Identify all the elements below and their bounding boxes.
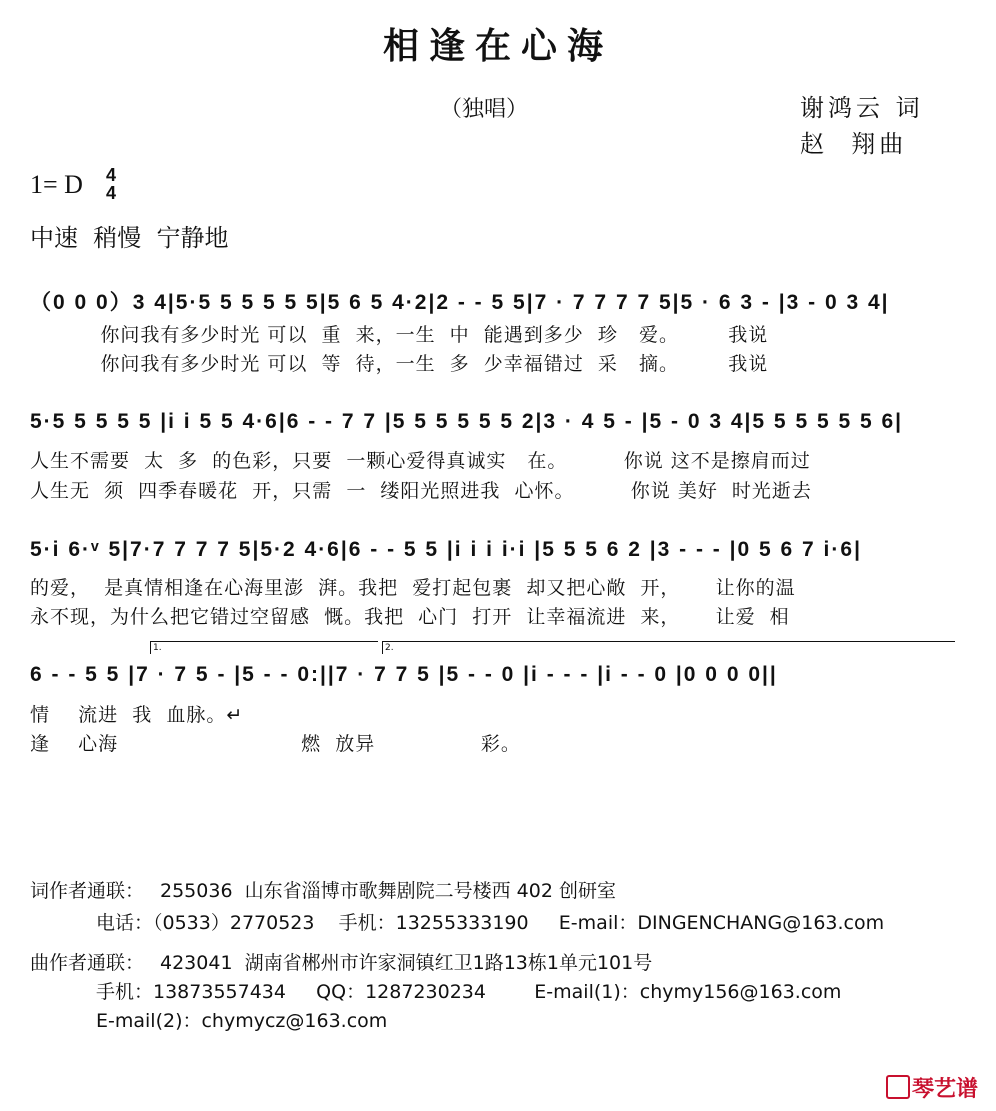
notation-line-1: （0 0 0）3 4|5·5 5 5 5 5 5|5 6 5 4·2|2 - - 5 5|7 · 7 7 7 7 5|5 · 6 3 - |3 - 0 3 4| [30, 291, 890, 314]
lyrics-line-1-verse-1: 你问我有多少时光 可以 重 来，一生 中 能遇到多少 珍 爱。 我说 [30, 324, 769, 346]
lyricist-contact-address: 255036 山东省淄博市歌舞剧院二号楼西 402 创研室 [160, 880, 616, 902]
notation-line-2: 5·5 5 5 5 5 |i i 5 5 4·6|6 - - 7 7 |5 5 5 5 5 5 2|3 · 4 5 - |5 - 0 3 4|5 5 5 5 5 5 6| [30, 410, 904, 433]
lyrics-line-3-verse-2: 永不现，为什么把它错过空留感 慨。我把 心门 打开 让幸福流进 来， 让爱 相 [30, 606, 790, 628]
lyricist-contact-phone: 电话：（0533）2770523 手机：13255333190 E-mail：DINGENCHANG@163.com [96, 912, 885, 934]
notation-line-3: 5·i 6·ᵛ 5|7·7 7 7 7 5|5·2 4·6|6 - - 5 5 |i i i i·i |5 5 5 6 2 |3 - - - |0 5 6 7 i·6| [30, 538, 862, 561]
lyrics-line-4-verse-1: 情 流进 我 血脉。↵ [30, 704, 244, 726]
key-signature: 1= D [30, 170, 83, 199]
volta-first-ending: 1. [150, 641, 378, 654]
song-title: 相逢在心海 [382, 25, 613, 67]
notation-line-4: 6 - - 5 5 |7 · 7 5 - |5 - - 0:||7 · 7 7 5 |5 - - 0 |i - - - |i - - 0 |0 0 0 0|| [30, 663, 778, 686]
composer-contact-label: 曲作者通联： [30, 952, 145, 974]
time-signature-bottom: 4 [105, 183, 116, 203]
lyrics-line-3-verse-1: 的爱， 是真情相逢在心海里澎 湃。我把 爱打起包裹 却又把心敞 开， 让你的温 [30, 577, 796, 599]
lyrics-line-4-verse-2: 逢 心海 燃 放异 彩。 [30, 733, 521, 755]
time-signature [102, 166, 120, 202]
watermark-logo [886, 1072, 978, 1103]
lyrics-line-1-verse-2: 你问我有多少时光 可以 等 待，一生 多 少幸福错过 采 摘。 我说 [30, 353, 769, 375]
lyrics-line-2-verse-1: 人生不需要 太 多 的色彩，只要 一颗心爱得真诚实 在。 你说 这不是擦肩而过 [30, 450, 811, 472]
tempo-marking: 中速 稍慢 宁静地 [30, 224, 229, 252]
composer-contact-address: 423041 湖南省郴州市许家洞镇红卫1路13栋1单元101号 [160, 952, 653, 974]
watermark-logo-icon [886, 1075, 910, 1099]
volta-second-ending: 2. [382, 641, 955, 654]
composer-contact-mobile: 手机：13873557434 QQ：1287230234 E-mail(1)：chymy156@163.com [96, 981, 842, 1003]
watermark-text: 琴艺谱 [912, 1077, 979, 1102]
song-subtitle: （独唱） [440, 97, 529, 122]
composer-contact-email2: E-mail(2)：chymycz@163.com [96, 1010, 388, 1032]
time-signature-top: 4 [105, 165, 116, 185]
lyrics-line-2-verse-2: 人生无 须 四季春暖花 开，只需 一 缕阳光照进我 心怀。 你说 美好 时光逝去 [30, 480, 812, 502]
lyricist-contact-label: 词作者通联： [30, 880, 145, 902]
lyricist-credit: 谢鸿云 词 [800, 94, 924, 122]
composer-credit: 赵 翔曲 [800, 130, 908, 158]
